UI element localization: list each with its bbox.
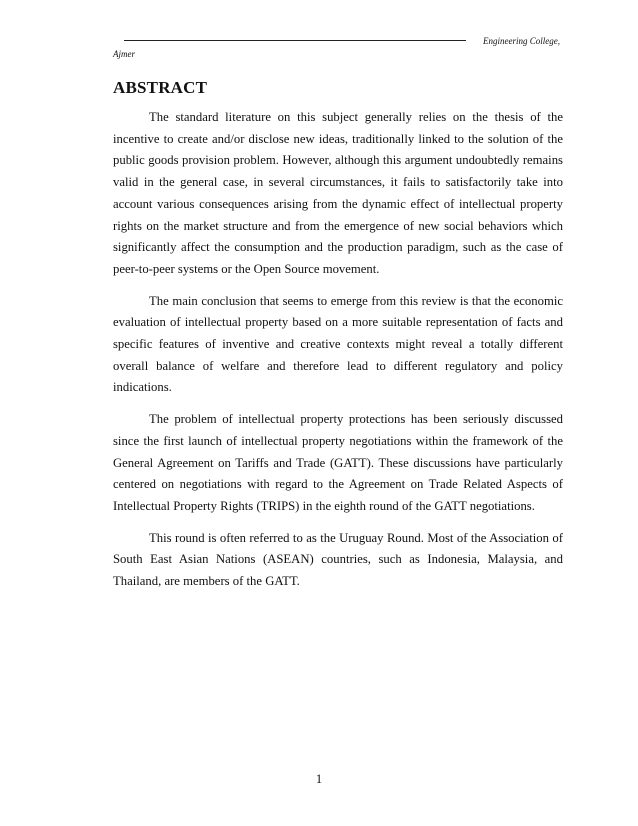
page-number: 1 [315, 772, 323, 786]
header-institution: Engineering College, [483, 36, 560, 46]
header-location: Ajmer [113, 49, 135, 59]
abstract-body [113, 107, 563, 603]
paragraph-2: The main conclusion that seems to emerge from this review is that the economic evaluation of intellectual property based on a more suitable representation of facts and specific features of inventive and creative contexts might reveal a totally different overall balance of welfare and therefore lead to different regulatory and policy indications. [113, 293, 563, 395]
page-title: ABSTRACT [113, 78, 208, 97]
header-rule [124, 40, 466, 41]
paragraph-1: The standard literature on this subject generally relies on the thesis of the incentive to create and/or disclose new ideas, traditionally linked to the solution of the public goods provision problem. However, although this argument undoubtedly remains valid in the general case, in several circumstances, it fails to satisfactorily take into account various consequences arising from the dynamic effect of intellectual property rights on the market structure and from the emergence of new social behaviors which significantly affect the consumption and the production paradigm, such as the case of peer-to-peer systems or the Open Source movement. [113, 110, 563, 276]
paragraph-4: This round is often referred to as the Uruguay Round. Most of the Association of South East Asian Nations (ASEAN) countries, such as Indonesia, Malaysia, and Thailand, are members of the GATT. [113, 530, 563, 589]
paragraph-3: The problem of intellectual property protections has been seriously discussed since the first launch of intellectual property negotiations within the framework of the General Agreement on Tariffs and Trade (GATT). These discussions have particularly centered on negotiations with regard to the Agreement on Trade Related Aspects of Intellectual Property Rights (TRIPS) in the eighth round of the GATT negotiations. [113, 412, 563, 513]
